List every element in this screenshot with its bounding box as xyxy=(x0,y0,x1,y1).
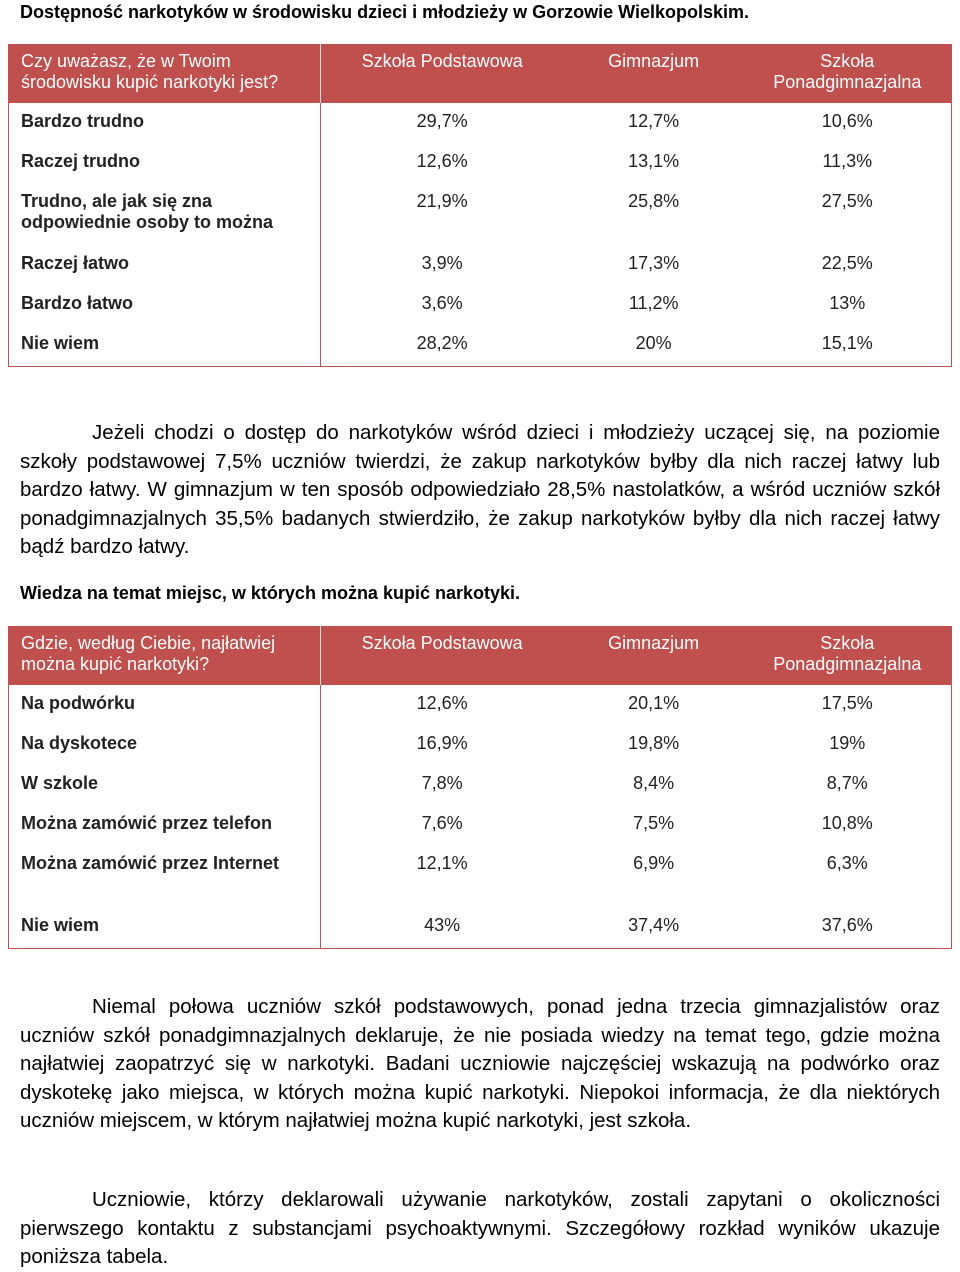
cell-value: 12,6% xyxy=(416,150,468,171)
paragraph-knowledge xyxy=(20,993,940,1136)
middle-school-header: Gimnazjum xyxy=(564,627,744,685)
cell-value: 13,1% xyxy=(628,150,680,171)
high-school-header: Szkoła Ponadgimnazjalna xyxy=(744,627,952,685)
row-label: Trudno, ale jak się zna odpowiednie osoby to można xyxy=(9,183,321,245)
row-label: Na dyskotece xyxy=(9,725,321,765)
document-title: Dostępność narkotyków w środowisku dzieci i młodzieży w Gorzowie Wielkopolskim. xyxy=(20,2,749,22)
table-row xyxy=(9,765,952,805)
cell-value: 11,3% xyxy=(822,150,873,171)
row-label: Bardzo łatwo xyxy=(9,285,321,325)
primary-school-header: Szkoła Podstawowa xyxy=(320,45,564,103)
table-row xyxy=(9,685,952,725)
question-header: Czy uważasz, że w Twoim środowisku kupić narkotyki jest? xyxy=(9,45,321,103)
primary-school-header: Szkoła Podstawowa xyxy=(320,627,564,685)
cell-value: 37,6% xyxy=(821,914,873,935)
cell-value: 10,6% xyxy=(821,110,873,131)
cell-value: 25,8% xyxy=(628,190,680,211)
places-table xyxy=(8,626,952,949)
high-school-header: Szkoła Ponadgimnazjalna xyxy=(744,45,952,103)
cell-value: 22,5% xyxy=(821,252,873,273)
cell-value: 8,4% xyxy=(633,772,675,793)
cell-value: 7,6% xyxy=(421,812,463,833)
cell-value: 27,5% xyxy=(821,190,873,211)
cell-value: 19% xyxy=(829,732,866,753)
cell-value: 8,7% xyxy=(826,772,868,793)
table-row xyxy=(9,245,952,285)
row-label: W szkole xyxy=(9,765,321,805)
cell-value: 12,6% xyxy=(416,692,468,713)
cell-value: 28,2% xyxy=(416,332,468,353)
table-row xyxy=(9,183,952,245)
cell-value: 20% xyxy=(635,332,672,353)
table-row xyxy=(9,907,952,949)
table-row xyxy=(9,285,952,325)
cell-value: 7,5% xyxy=(633,812,675,833)
table-row xyxy=(9,103,952,143)
cell-value: 6,9% xyxy=(633,852,675,873)
paragraph-first-contact-text: Uczniowie, którzy deklarowali używanie narkotyków, zostali zapytani o okoliczności pierwszego kontaktu z substancjami psychoaktywnymi. Szczegółowy rozkład wyników ukazuje poniższa tabela. xyxy=(20,1188,940,1268)
cell-value: 12,7% xyxy=(628,110,680,131)
table-row xyxy=(9,805,952,845)
cell-value: 15,1% xyxy=(821,332,873,353)
availability-table xyxy=(8,44,952,367)
table-row xyxy=(9,725,952,765)
cell-value: 37,4% xyxy=(628,914,680,935)
paragraph-first-contact xyxy=(20,1186,940,1272)
row-label: Nie wiem xyxy=(9,907,321,949)
cell-value: 29,7% xyxy=(416,110,468,131)
table-row xyxy=(9,845,952,907)
cell-value: 13% xyxy=(829,292,866,313)
row-label: Można zamówić przez telefon xyxy=(9,805,321,845)
row-label: Nie wiem xyxy=(9,325,321,367)
cell-value: 17,5% xyxy=(821,692,873,713)
row-label-text: Można zamówić przez Internet xyxy=(21,852,280,873)
cell-value: 17,3% xyxy=(628,252,680,273)
paragraph-access xyxy=(20,419,940,562)
cell-value: 20,1% xyxy=(628,692,680,713)
table-header-row xyxy=(9,45,952,103)
cell-value: 21,9% xyxy=(416,190,468,211)
cell-value: 3,9% xyxy=(421,252,463,273)
cell-value: 11,2% xyxy=(628,292,679,313)
table-header-row xyxy=(9,627,952,685)
cell-value: 43% xyxy=(424,914,461,935)
cell-value: 3,6% xyxy=(421,292,463,313)
cell-value: 19,8% xyxy=(628,732,680,753)
cell-value: 6,3% xyxy=(826,852,868,873)
cell-value: 7,8% xyxy=(421,772,463,793)
paragraph-knowledge-text: Niemal połowa uczniów szkół podstawowych, ponad jedna trzecia gimnazjalistów oraz uczniów szkół ponadgimnazjalnych deklaruje, że nie posiada wiedzy na temat tego, gdzie można najłatwiej zaopatrzyć się w narkotyki. Badani uczniowie najczęściej wskazują na podwórko oraz dyskotekę jako miejsca, w których można kupić narkotyki. Niepokoi informacja, że dla niektórych uczniów miejscem, w którym najłatwiej można kupić narkotyki, jest szkoła. xyxy=(20,995,940,1132)
cell-value: 10,8% xyxy=(821,812,873,833)
table-row xyxy=(9,325,952,367)
row-label: Na podwórku xyxy=(9,685,321,725)
row-label xyxy=(9,845,321,907)
cell-value: 16,9% xyxy=(416,732,468,753)
cell-value: 12,1% xyxy=(416,852,468,873)
question-header: Gdzie, według Ciebie, najłatwiej można kupić narkotyki? xyxy=(9,627,321,685)
row-label: Bardzo trudno xyxy=(9,103,321,143)
middle-school-header: Gimnazjum xyxy=(564,45,744,103)
section-heading-places: Wiedza na temat miejsc, w których można kupić narkotyki. xyxy=(20,583,520,603)
paragraph-access-text: Jeżeli chodzi o dostęp do narkotyków wśród dzieci i młodzieży uczącej się, na poziomie szkoły podstawowej 7,5% uczniów twierdzi, że zakup narkotyków byłby dla nich raczej łatwy lub bardzo łatwy. W gimnazjum w ten sposób odpowiedziało 28,5% nastolatków, a wśród uczniów szkół ponadgimnazjalnych 35,5% badanych stwierdziło, że zakup narkotyków byłby dla nich raczej łatwy bądź bardzo łatwy. xyxy=(20,421,940,558)
row-label: Raczej trudno xyxy=(9,143,321,183)
table-row xyxy=(9,143,952,183)
row-label: Raczej łatwo xyxy=(9,245,321,285)
